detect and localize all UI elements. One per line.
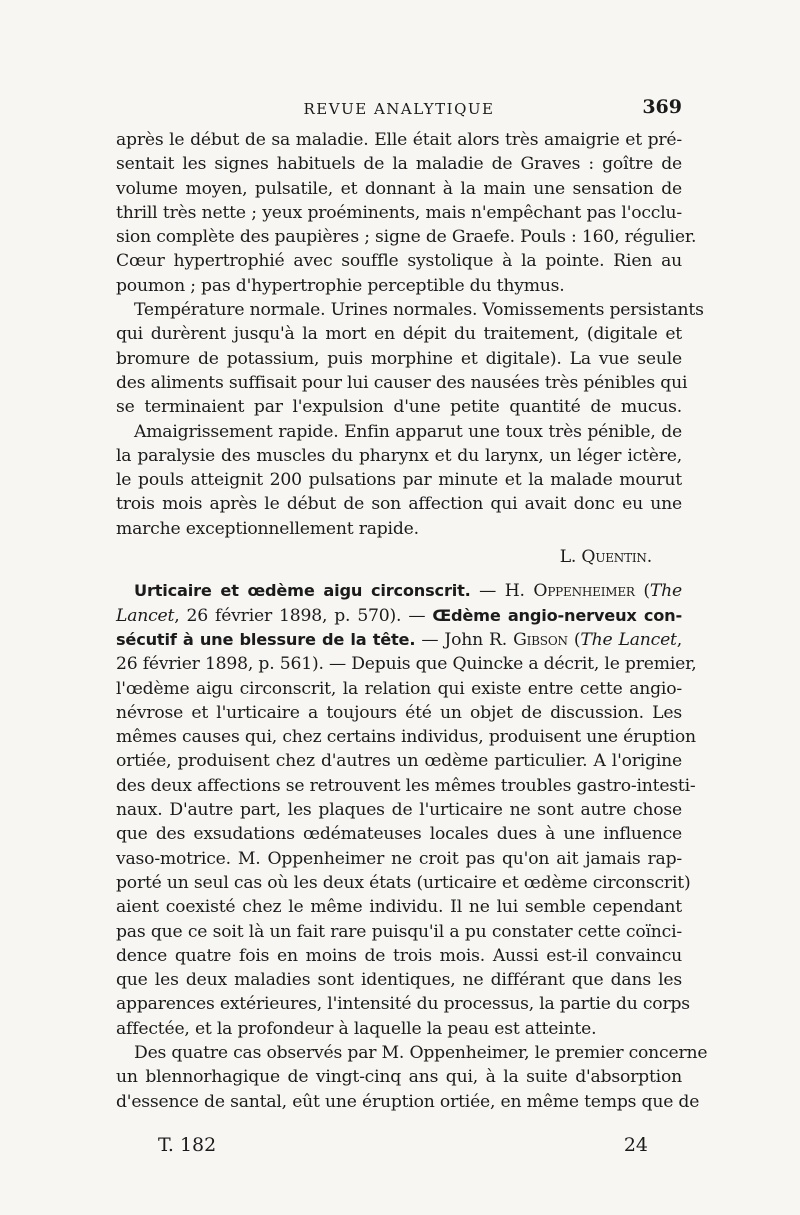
signature: L. Quentin. <box>559 547 652 568</box>
article-title: Urticaire et œdème aigu circonscrit. <box>134 581 471 601</box>
text-line: volume moyen, pulsatile, et donnant à la main une sensation de <box>116 178 682 199</box>
text-line: la paralysie des muscles du pharynx et du larynx, un léger ictère, <box>116 445 682 466</box>
running-title: REVUE ANALYTIQUE <box>303 100 495 118</box>
ref-text: — H. <box>470 581 534 602</box>
text-line: porté un seul cas où les deux états (urticaire et œdème circonscrit) <box>116 872 691 893</box>
text-line: marche exceptionnellement rapide. <box>116 518 419 539</box>
text-line: Des quatre cas observés par M. Oppenheimer, le premier concerne <box>134 1042 708 1063</box>
article-title: Œdème angio-nerveux con- <box>432 605 682 625</box>
text-line: poumon ; pas d'hypertrophie perceptible du thymus. <box>116 275 565 296</box>
text-line: sentait les signes habituels de la maladie de Graves : goître de <box>116 154 682 175</box>
text-line: des aliments suffisait pour lui causer des nausées très pénibles qui <box>116 372 688 393</box>
text-line: thrill très nette ; yeux proéminents, mais n'empêchant pas l'occlu- <box>116 202 682 223</box>
text-line: qui durèrent jusqu'à la mort en dépit du traitement, (digitale et <box>116 324 682 345</box>
text-line: un blennorhagique de vingt-cinq ans qui, à la suite d'absorption <box>116 1067 682 1088</box>
ref-text: , 26 février 1898, p. 570). — <box>174 605 433 626</box>
text-line: des deux affections se retrouvent les mêmes troubles gastro-intesti- <box>116 775 696 796</box>
text-line: Température normale. Urines normales. Vomissements persistants <box>134 300 704 321</box>
author-name: Gibson <box>513 629 568 650</box>
text-line: trois mois après le début de son affection qui avait donc eu une <box>116 494 682 515</box>
article-heading-line <box>116 628 682 652</box>
author-name: Oppenheimer <box>533 581 635 602</box>
text-line: pas que ce soit là un fait rare puisqu'il a pu constater cette coïnci- <box>116 921 682 942</box>
text-line: l'œdème aigu circonscrit, la relation qui existe entre cette angio- <box>116 678 682 699</box>
page-number: 369 <box>642 96 682 118</box>
ref-text: — John R. <box>415 629 514 650</box>
text-line: le pouls atteignit 200 pulsations par minute et la malade mourut <box>116 470 682 491</box>
text-line: que des exsudations œdémateuses locales dues à une influence <box>116 824 682 845</box>
text-line: sion complète des paupières ; signe de Graefe. Pouls : 160, régulier. <box>116 227 697 248</box>
text-line: ortiée, produisent chez d'autres un œdème particulier. A l'origine <box>116 751 682 772</box>
text-line: affectée, et la profondeur à laquelle la peau est atteinte. <box>116 1018 597 1039</box>
text-line: 26 février 1898, p. 561). — Depuis que Quincke a décrit, le premier, <box>116 654 697 675</box>
ref-text: ( <box>634 581 650 602</box>
text-line: bromure de potassium, puis morphine et digitale). La vue seule <box>116 348 682 369</box>
journal-name: The <box>649 581 682 602</box>
text-line: névrose et l'urticaire a toujours été un objet de discussion. Les <box>116 702 682 723</box>
text-line: après le début de sa maladie. Elle était alors très amaigrie et pré- <box>116 130 682 150</box>
signature-mark: T. 182 <box>158 1134 217 1156</box>
page-header <box>116 96 682 126</box>
text-line: naux. D'autre part, les plaques de l'urticaire ne sont autre chose <box>116 800 682 821</box>
journal-name: Lancet <box>116 605 175 626</box>
text-line: d'essence de santal, eût une éruption ortiée, en même temps que de <box>116 1091 700 1112</box>
text-line: Cœur hypertrophié avec souffle systolique à la pointe. Rien au <box>116 251 682 272</box>
text-line: apparences extérieures, l'intensité du processus, la partie du corps <box>116 994 690 1015</box>
journal-name: The Lancet <box>580 629 677 650</box>
ref-text: ( <box>567 629 581 650</box>
text-line: se terminaient par l'expulsion d'une petite quantité de mucus. <box>116 397 682 418</box>
article-title: sécutif à une blessure de la tête. <box>116 629 416 649</box>
text-line: dence quatre fois en moins de trois mois. Aussi est-il convaincu <box>116 945 682 966</box>
text-line: que les deux maladies sont identiques, ne différant que dans les <box>116 970 682 991</box>
text-line: vaso-motrice. M. Oppenheimer ne croit pas qu'on ait jamais rap- <box>116 848 682 869</box>
text-line: Amaigrissement rapide. Enfin apparut une toux très pénible, de <box>134 421 682 442</box>
article-heading-line <box>116 604 682 628</box>
page-body <box>116 128 708 1114</box>
text-line: mêmes causes qui, chez certains individus, produisent une éruption <box>116 727 696 748</box>
ref-text: , <box>676 629 683 650</box>
text-line: aient coexisté chez le même individu. Il ne lui semble cependant <box>116 897 682 918</box>
article-heading-line <box>116 579 682 603</box>
sheet-number: 24 <box>623 1134 648 1156</box>
page-footer <box>120 1134 648 1162</box>
